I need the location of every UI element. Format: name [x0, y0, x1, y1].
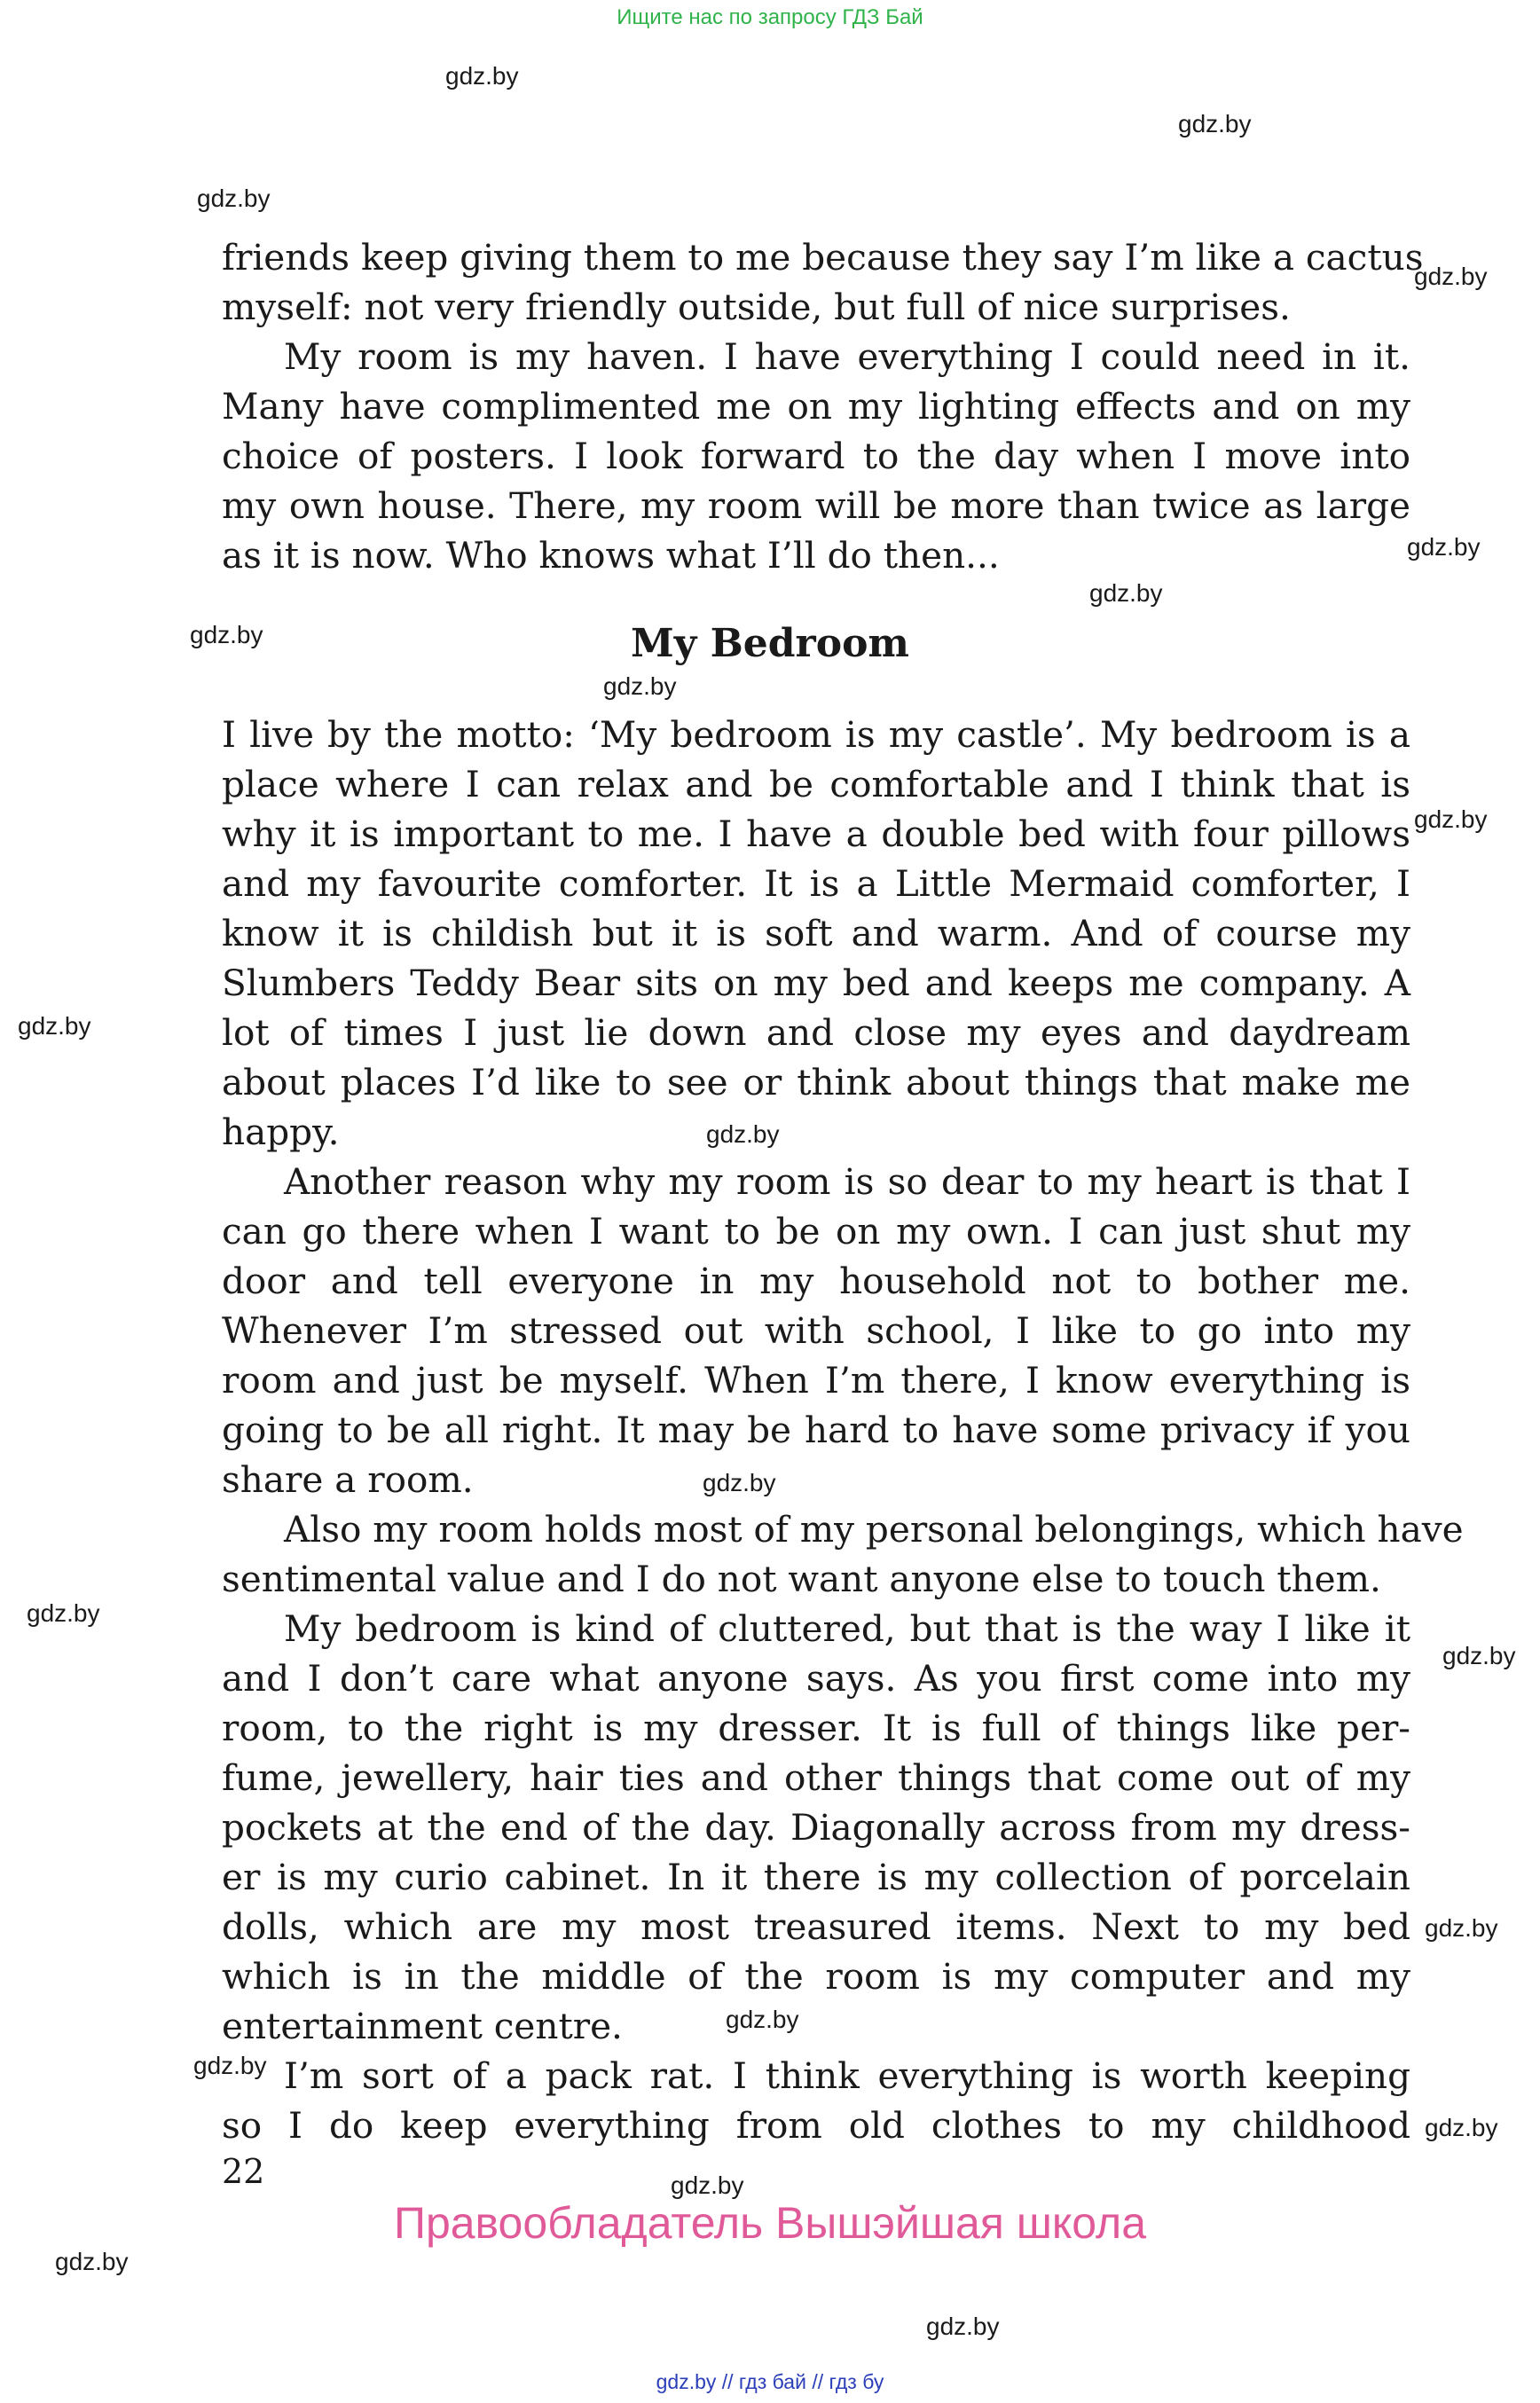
watermark: gdz.by	[1425, 2114, 1498, 2141]
watermark: gdz.by	[197, 185, 271, 212]
page-number: 22	[222, 2152, 265, 2191]
watermark: gdz.by	[445, 62, 519, 90]
watermark: gdz.by	[193, 2052, 267, 2079]
text-line: entertainment centre.	[222, 2005, 623, 2047]
watermark: gdz.by	[1414, 263, 1488, 290]
text-line: know it is childish but it is soft and warm. And of course my	[222, 912, 1410, 954]
section-title: My Bedroom	[631, 621, 909, 666]
text-line: can go there when I want to be on my own. I can just shut my	[222, 1210, 1410, 1253]
watermark: gdz.by	[1089, 579, 1163, 607]
text-line: fume, jewellery, hair ties and other things that come out of my	[222, 1756, 1410, 1799]
watermark: gdz.by	[1178, 110, 1252, 137]
text-line: place where I can relax and be comfortable and I think that is	[222, 763, 1410, 805]
text-line: friends keep giving them to me because they say I’m like a cactus	[222, 236, 1424, 279]
text-line: my own house. There, my room will be more than twice as large	[222, 484, 1410, 527]
search-hint-link[interactable]: Ищите нас по запросу ГДЗ Бай	[617, 5, 923, 29]
text-line: I live by the motto: ‘My bedroom is my castle’. My bedroom is a	[222, 713, 1410, 756]
text-line: door and tell everyone in my household not to bother me.	[222, 1260, 1410, 1302]
text-line: which is in the middle of the room is my computer and my	[222, 1955, 1410, 1998]
text-line: choice of posters. I look forward to the day when I move into	[222, 435, 1410, 477]
watermark: gdz.by	[190, 621, 263, 648]
text-line: Many have complimented me on my lighting effects and on my	[222, 385, 1410, 428]
text-line: and I don’t care what anyone says. As you first come into my	[222, 1657, 1410, 1700]
watermark: gdz.by	[1425, 1914, 1498, 1942]
text-line: going to be all right. It may be hard to have some privacy if you	[222, 1409, 1410, 1451]
watermark: gdz.by	[1442, 1642, 1516, 1669]
watermark: gdz.by	[27, 1599, 100, 1627]
text-line: My room is my haven. I have everything I could need in it.	[284, 335, 1410, 378]
watermark: gdz.by	[926, 2313, 1000, 2340]
text-line: share a room.	[222, 1458, 474, 1501]
text-line: lot of times I just lie down and close my eyes and daydream	[222, 1011, 1410, 1054]
watermark: gdz.by	[1414, 805, 1488, 833]
text-line: pockets at the end of the day. Diagonally across from my dress-	[222, 1806, 1410, 1849]
text-line: so I do keep everything from old clothes to my childhood	[222, 2104, 1410, 2147]
watermark: gdz.by	[671, 2171, 744, 2199]
text-line: dolls, which are my most treasured items. Next to my bed	[222, 1905, 1410, 1948]
text-line: room, to the right is my dresser. It is full of things like per-	[222, 1707, 1410, 1749]
text-line: why it is important to me. I have a double bed with four pillows	[222, 813, 1410, 855]
text-line: as it is now. Who knows what I’ll do then...	[222, 534, 1000, 577]
watermark: gdz.by	[18, 1012, 91, 1040]
text-line: sentimental value and I do not want anyone else to touch them.	[222, 1558, 1381, 1600]
watermark: gdz.by	[706, 1120, 780, 1148]
text-line: er is my curio cabinet. In it there is my collection of porcelain	[222, 1856, 1410, 1898]
text-line: and my favourite comforter. It is a Little Mermaid comforter, I	[222, 862, 1410, 905]
text-line: happy.	[222, 1111, 340, 1153]
footer-links[interactable]: gdz.by // гдз бай // гдз бу	[656, 2370, 884, 2393]
watermark: gdz.by	[603, 672, 677, 700]
text-line: My bedroom is kind of cluttered, but that is the way I like it	[284, 1607, 1410, 1650]
watermark: gdz.by	[55, 2248, 129, 2275]
copyright-notice: Правообладатель Вышэйшая школа	[394, 2198, 1146, 2248]
text-line: Whenever I’m stressed out with school, I like to go into my	[222, 1309, 1410, 1352]
watermark: gdz.by	[1407, 533, 1481, 561]
watermark: gdz.by	[703, 1469, 776, 1496]
text-line: I’m sort of a pack rat. I think everything is worth keeping	[284, 2054, 1410, 2097]
text-line: room and just be myself. When I’m there, I know everything is	[222, 1359, 1410, 1402]
text-line: about places I’d like to see or think about things that make me	[222, 1061, 1410, 1103]
watermark: gdz.by	[726, 2006, 799, 2033]
text-line: myself: not very friendly outside, but full of nice surprises.	[222, 286, 1291, 328]
text-line: Also my room holds most of my personal belongings, which have	[284, 1508, 1464, 1551]
text-line: Slumbers Teddy Bear sits on my bed and keeps me company. A	[222, 962, 1410, 1004]
text-line: Another reason why my room is so dear to my heart is that I	[284, 1160, 1410, 1203]
